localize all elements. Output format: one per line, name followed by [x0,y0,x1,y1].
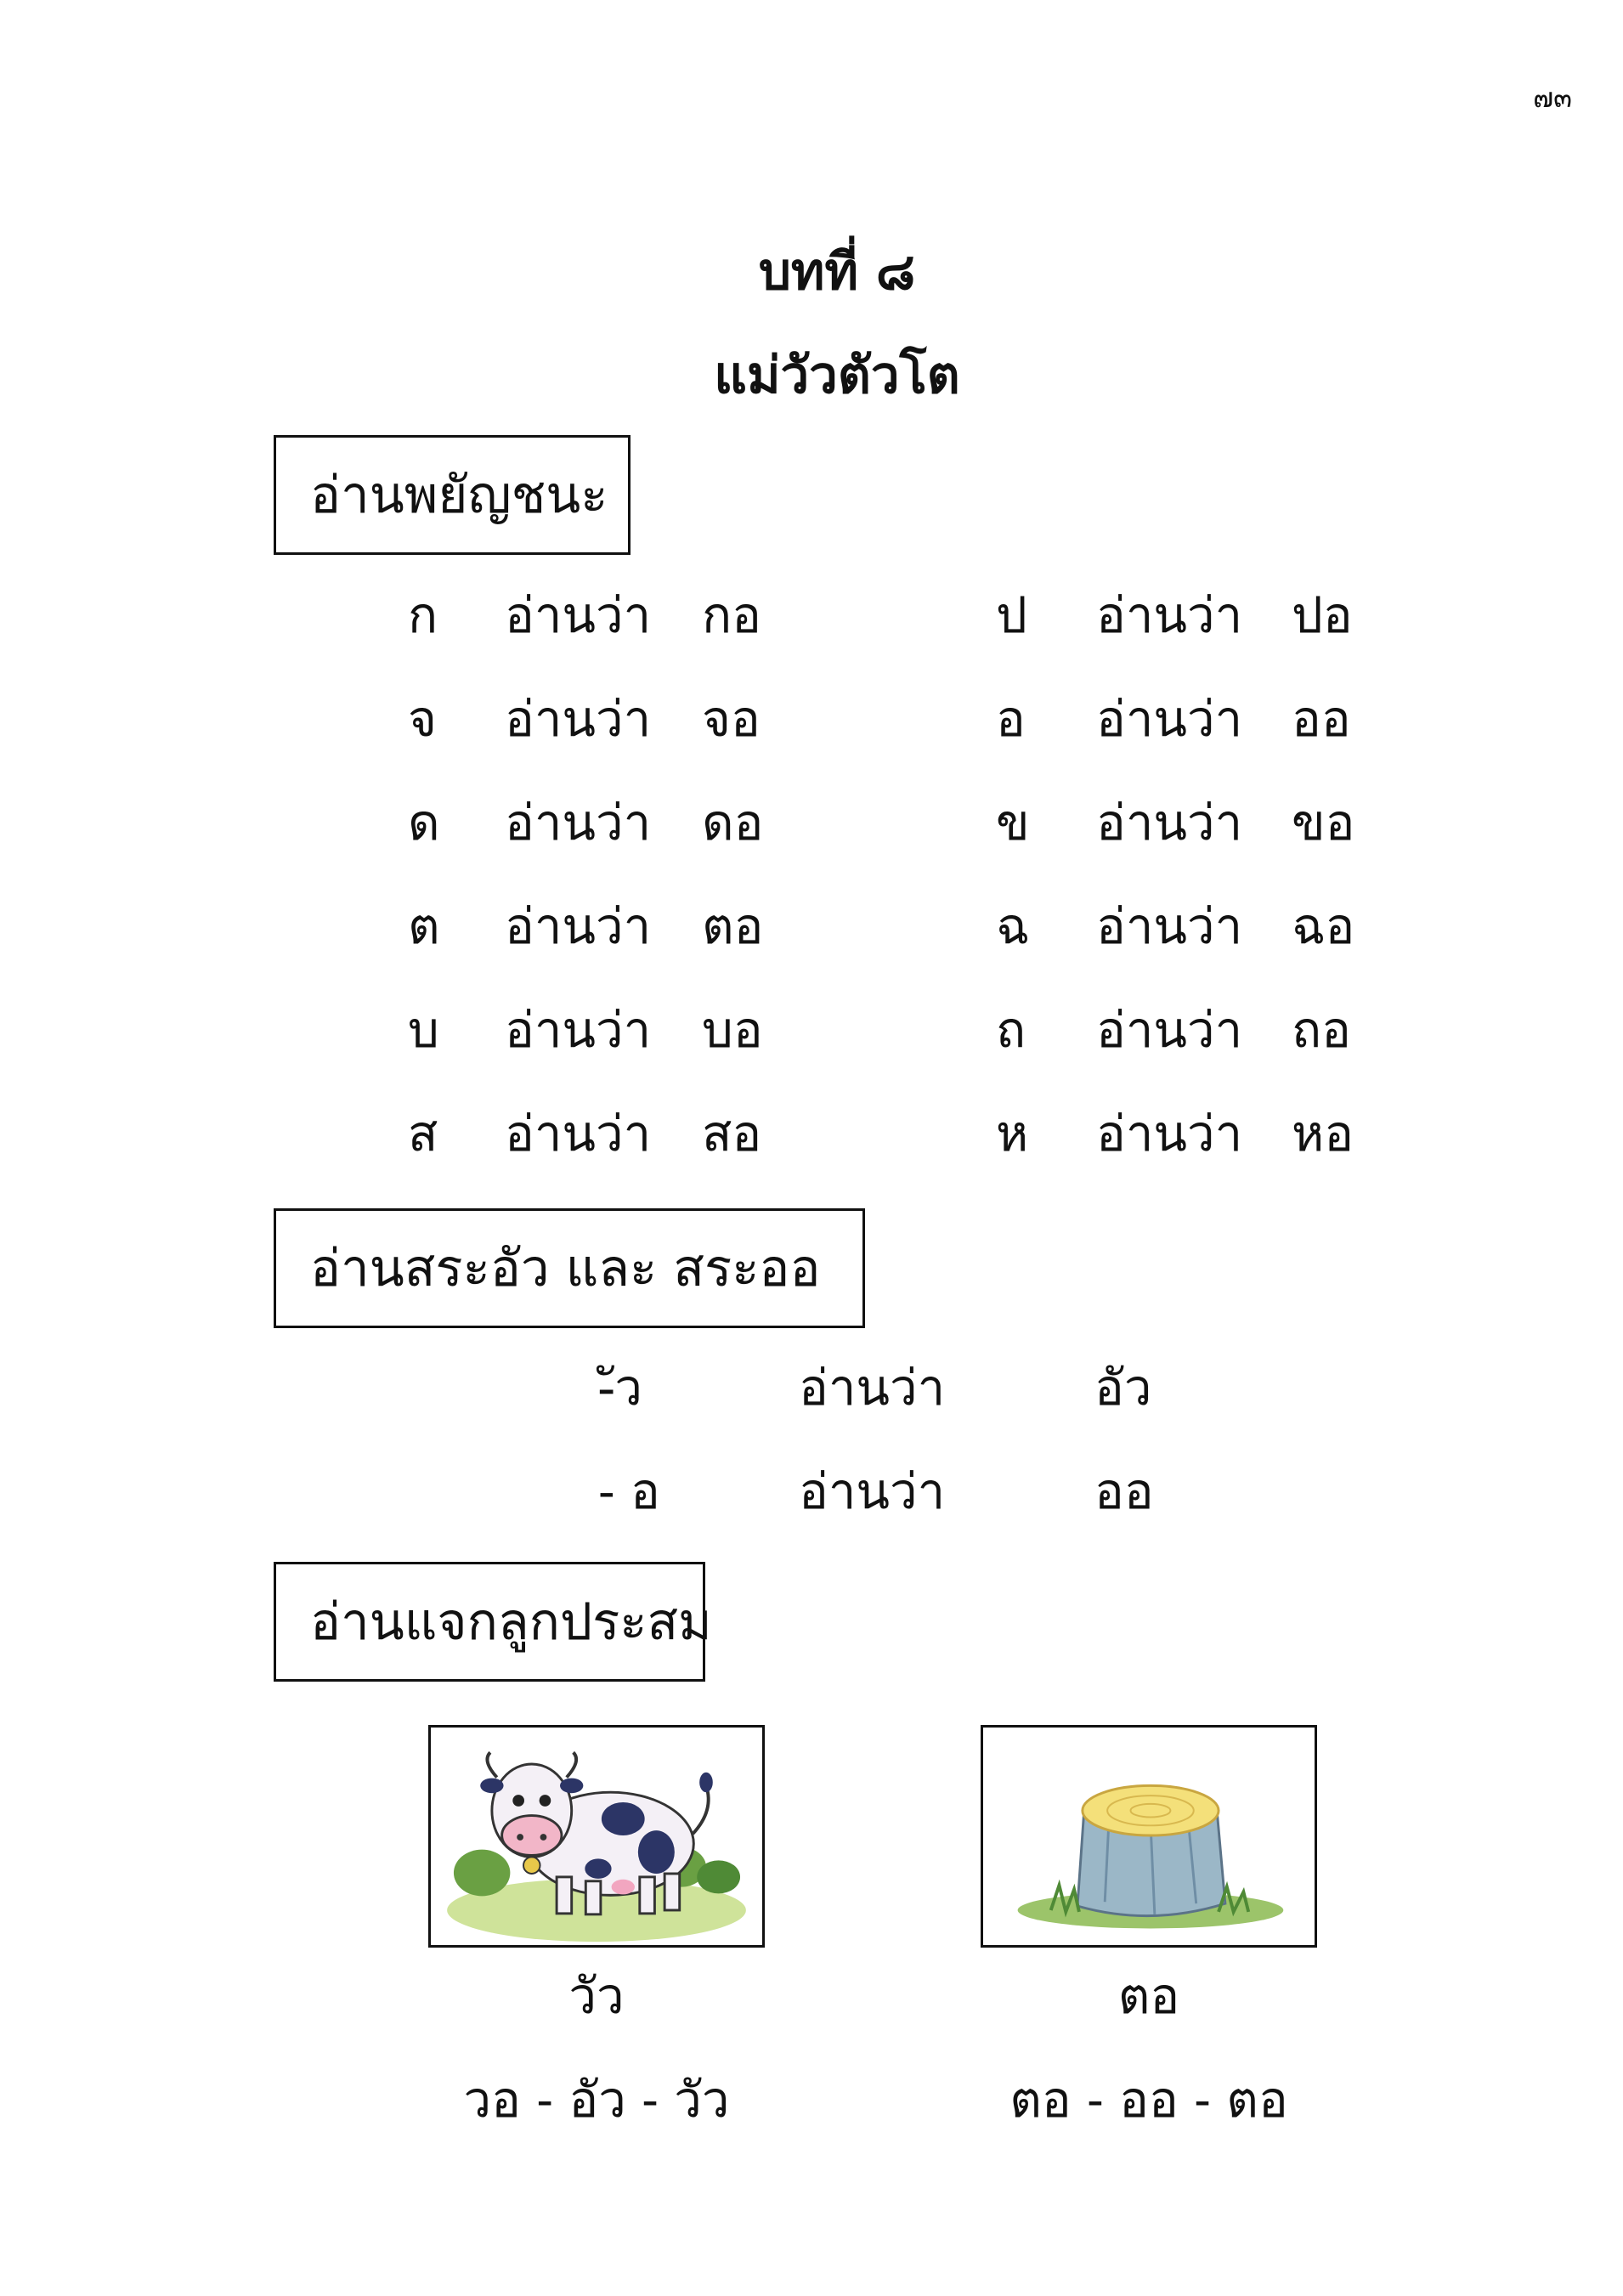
consonant-sound: ออ [1292,690,1351,748]
section-vowels-heading: อ่านสระอัว และ สระออ [274,1208,865,1328]
reads-as-label: อ่านว่า [1096,897,1243,955]
cow-icon [431,1728,762,1945]
consonant-letter: ด [408,794,440,851]
consonant-sound: ดอ [702,794,764,851]
reads-as-label: อ่านว่า [505,897,652,955]
reads-as-label: อ่านว่า [799,1359,946,1417]
reads-as-label: อ่านว่า [505,586,652,644]
reads-as-label: อ่านว่า [1096,586,1243,644]
consonant-sound: ขอ [1292,794,1355,851]
vowel-symbol: - อ [598,1462,660,1520]
consonant-sound: ฉอ [1292,897,1355,955]
consonant-letter: ป [996,586,1027,644]
reads-as-label: อ่านว่า [1096,1001,1243,1059]
consonant-letter: ต [408,897,440,955]
word-cow: วัว [568,1967,625,2025]
cow-illustration [428,1725,765,1948]
consonant-sound: ปอ [1292,586,1353,644]
consonant-sound: หอ [1292,1105,1354,1162]
tree-stump-illustration [981,1725,1317,1948]
page-number: ๗๓ [1533,82,1572,114]
consonant-letter: ก [408,586,438,644]
reads-as-label: อ่านว่า [505,1105,652,1162]
tree-stump-icon [983,1728,1315,1945]
consonant-letter: ห [996,1105,1029,1162]
reads-as-label: อ่านว่า [1096,1105,1243,1162]
vowel-sound: อัว [1094,1359,1152,1417]
word-stump: ตอ [1117,1967,1180,2025]
vowel-symbol: -ัว [598,1359,642,1417]
consonant-letter: บ [408,1001,439,1059]
lesson-subtitle: แม่วัวตัวโต [714,346,960,405]
lesson-title: บทที่ ๘ [758,242,916,302]
consonant-letter: ฉ [996,897,1030,955]
spelling-cow: วอ - อัว - วัว [463,2071,730,2129]
consonant-sound: สอ [702,1105,762,1162]
reads-as-label: อ่านว่า [505,1001,652,1059]
consonant-sound: กอ [702,586,761,644]
consonant-sound: จอ [702,690,761,748]
consonant-letter: จ [408,690,437,748]
consonant-letter: อ [996,690,1026,748]
section-consonants-heading: อ่านพยัญชนะ [274,435,631,555]
consonant-sound: ถอ [1292,1001,1351,1059]
section-spelling-heading: อ่านแจกลูกประสม [274,1562,705,1682]
vowel-sound: ออ [1094,1462,1154,1520]
consonant-sound: ตอ [702,897,764,955]
spelling-stump: ตอ - ออ - ตอ [1009,2071,1288,2129]
reads-as-label: อ่านว่า [799,1462,946,1520]
reads-as-label: อ่านว่า [1096,690,1243,748]
reads-as-label: อ่านว่า [1096,794,1243,851]
consonant-letter: ถ [996,1001,1026,1059]
reads-as-label: อ่านว่า [505,690,652,748]
consonant-letter: ส [408,1105,438,1162]
reads-as-label: อ่านว่า [505,794,652,851]
consonant-sound: บอ [702,1001,763,1059]
consonant-letter: ข [996,794,1030,851]
